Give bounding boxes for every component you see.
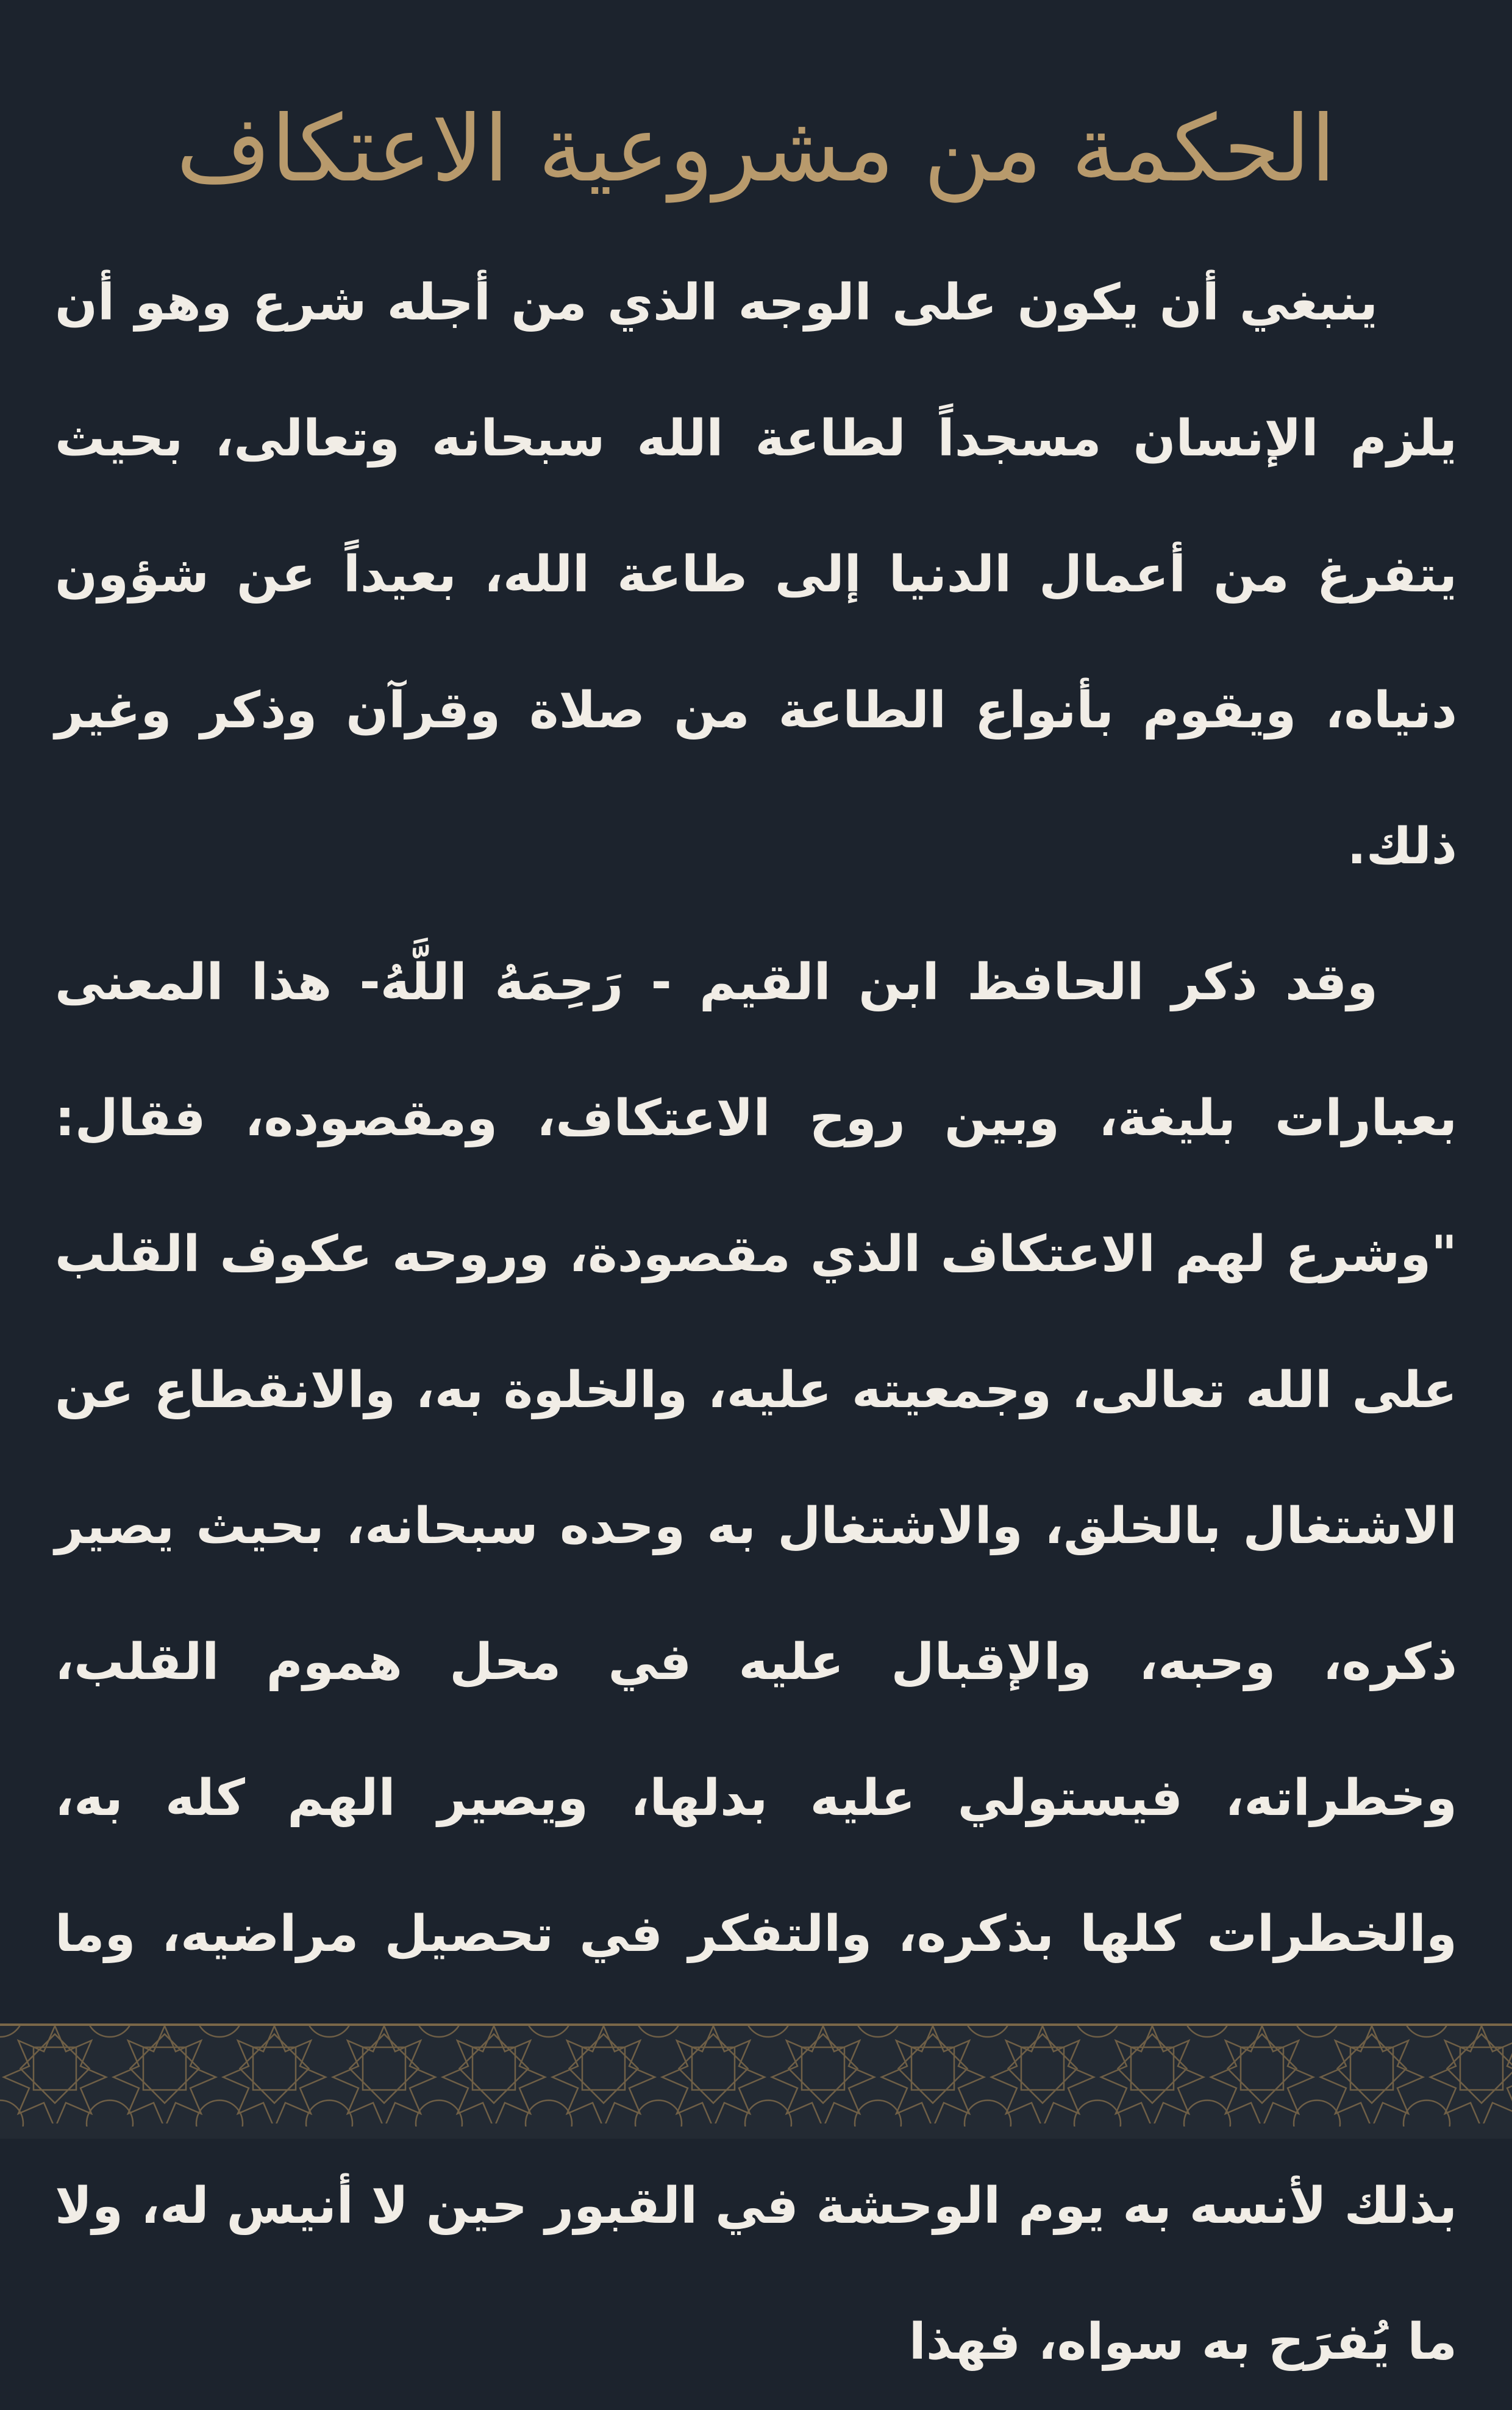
paragraph-2: وقد ذكر الحافظ ابن القيم - رَحِمَهُ اللَّهُ- هذا المعنى بعبارات بليغة، وبين روح الاعتكاف، ومقصوده، فقال: "وشرع لهم الاعتكاف الذي مقصودة، وروحه عكوف القلب على الله تعالى، وجمعيته عليه، والخلوة به، والانقطاع عن الاشتغال بالخلق، والاشتغال به وحده سبحانه، بحيث يصير ذكره، وحبه، والإقبال عليه في محل هموم القلب، وخطراته، فيستولي عليه بدلها، ويصير الهم كله به، والخطرات كلها بذكره، والتفكر في تحصيل مراضيه، وما بذلك لأنسه به يوم الوحشة في القبور حين لا أنيس له، ولا ما يُفرَح به سواه، فهذا — [55, 954, 1457, 2371]
page-title: الحكمة من مشروعية الاعتكاف — [176, 96, 1336, 202]
paragraph-1: ينبغي أن يكون على الوجه الذي من أجله شرع وهو أن يلزم الإنسان مسجداً لطاعة الله سبحانه وتعالى، بحيث يتفرغ من أعمال الدنيا إلى طاعة الله، بعيداً عن شؤون دنياه، ويقوم بأنواع الطاعة من صلاة وقرآن وذكر وغير ذلك. — [55, 274, 1457, 875]
geometric-pattern-icon — [0, 2026, 1512, 2139]
ornamental-footer-band — [0, 2023, 1512, 2139]
